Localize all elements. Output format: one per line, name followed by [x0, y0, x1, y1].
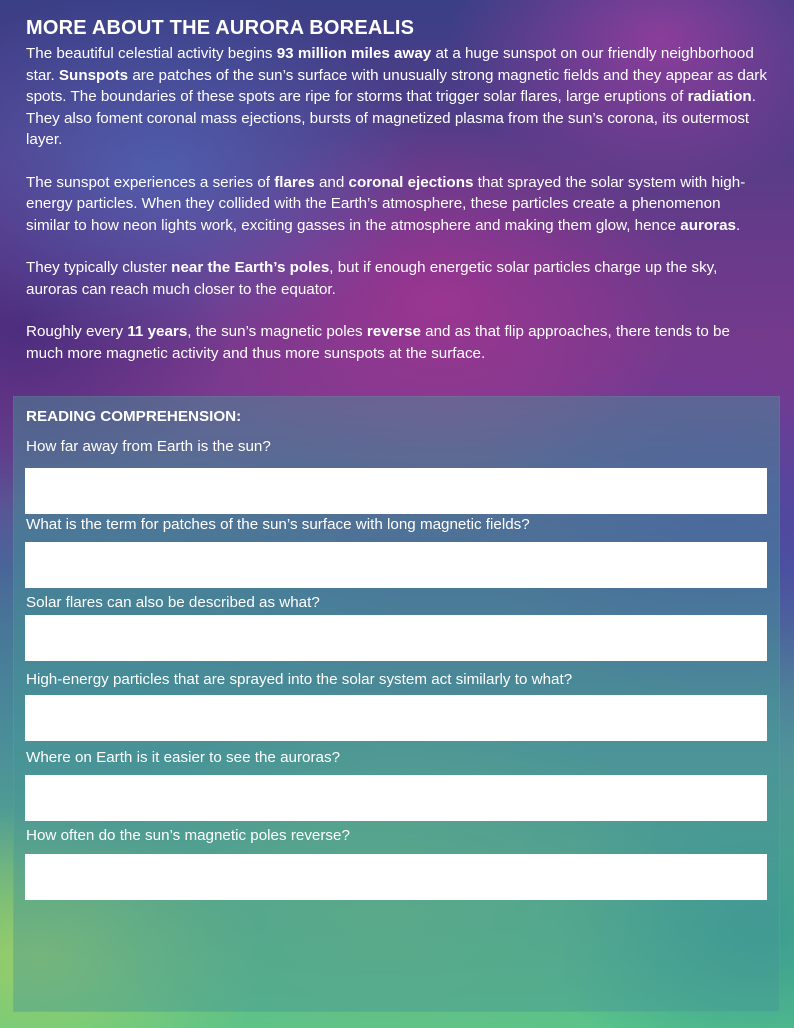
text-span: . They also foment coronal mass ejections, bursts of magnetized plasma from the sun’s corona, its outermost layer.: [26, 88, 756, 148]
text-span: , the sun’s magnetic poles: [187, 323, 367, 340]
answer-field-2[interactable]: [25, 542, 767, 588]
bold-eleven-years: 11 years: [127, 323, 188, 340]
bold-coronal-ejections: coronal ejections: [348, 173, 474, 191]
text-span: The beautiful celestial activity begins: [26, 45, 277, 62]
question-5: Where on Earth is it easier to see the auroras?: [26, 749, 341, 766]
text-span: and as that flip approaches, there tends to be much more magnetic activity and thus more sunspots at the surface.: [26, 323, 730, 362]
answer-field-4[interactable]: [25, 695, 767, 741]
text-span: They typically cluster: [26, 259, 172, 276]
question-3: Solar flares can also be described as what?: [26, 594, 320, 611]
question-4: High-energy particles that are sprayed into the solar system act similarly to what?: [26, 671, 573, 688]
text-span: The sunspot experiences a series of: [26, 173, 275, 191]
question-6: How often do the sun’s magnetic poles reverse?: [26, 827, 350, 844]
bold-auroras: auroras: [680, 216, 736, 234]
text-span: that sprayed the solar system with high-energy particles. When they collided with the Earth’s atmosphere, these particles create a phenomenon similar to how neon lights work, exciting gasses in the atmosphere and making them glow, hence: [26, 173, 746, 234]
paragraph-poles: [26, 257, 768, 300]
answer-field-3[interactable]: [25, 615, 767, 661]
answer-field-6[interactable]: [25, 854, 767, 900]
paragraph-sunspots: [26, 43, 768, 151]
bold-distance: 93 million miles away: [276, 45, 432, 62]
answer-field-5[interactable]: [25, 775, 767, 821]
bold-reverse: reverse: [366, 323, 421, 340]
text-span: .: [735, 216, 741, 234]
page-title: MORE ABOUT THE AURORA BOREALIS: [26, 17, 415, 39]
bold-flares: flares: [274, 173, 315, 191]
reading-comprehension-panel: [13, 396, 780, 1012]
question-1: How far away from Earth is the sun?: [26, 438, 271, 455]
answer-field-1[interactable]: [25, 468, 767, 514]
text-span: and: [314, 173, 349, 191]
question-2: What is the term for patches of the sun’s surface with long magnetic fields?: [26, 516, 530, 533]
text-span: at a huge sunspot on our friendly neighborhood star.: [26, 45, 754, 84]
text-span: Roughly every: [26, 323, 128, 340]
paragraph-flares: [26, 172, 768, 237]
bold-sunspots: Sunspots: [58, 66, 129, 84]
text-span: , but if enough energetic solar particles charge up the sky, auroras can reach much closer to the equator.: [26, 259, 718, 298]
text-span: are patches of the sun’s surface with unusually strong magnetic fields and they appear as dark spots. The boundaries of these spots are ripe for storms that trigger solar flares, large eruptions of: [26, 66, 767, 105]
comprehension-title: READING COMPREHENSION:: [26, 408, 242, 425]
bold-poles: near the Earth’s poles: [171, 259, 330, 276]
article: [26, 16, 768, 385]
paragraph-reverse: [26, 321, 768, 364]
bold-radiation: radiation: [687, 88, 752, 105]
